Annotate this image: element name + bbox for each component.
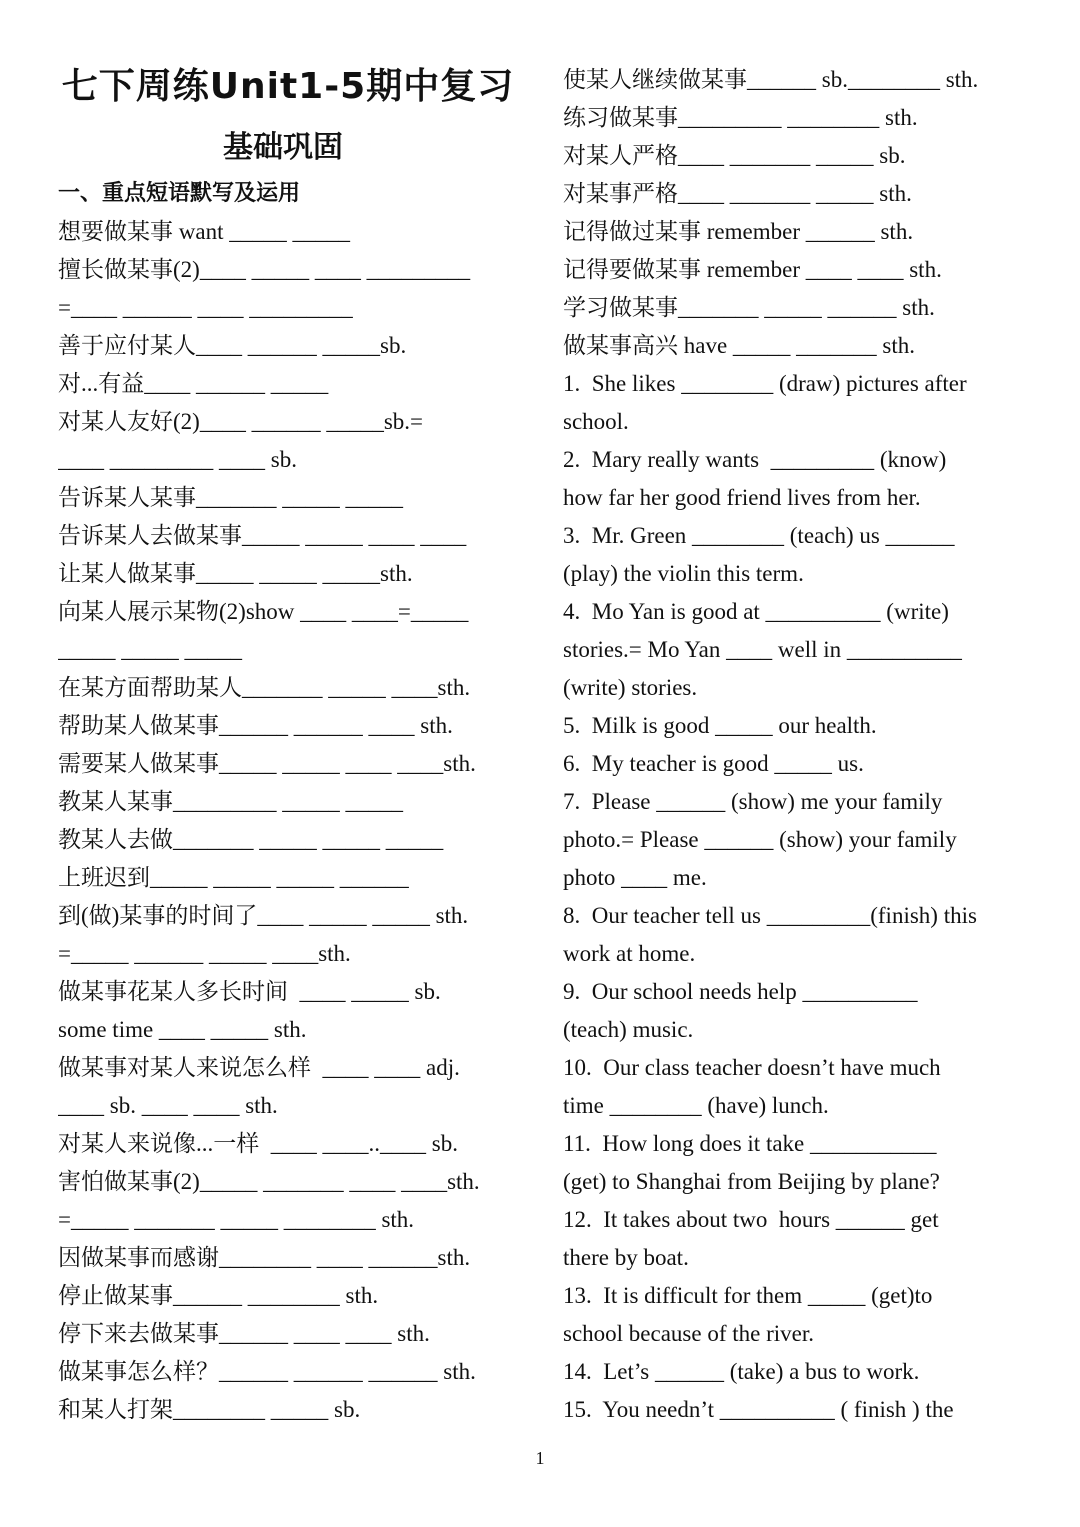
phrase-line: 上班迟到_____ _____ _____ ______ (58, 865, 409, 890)
exercise-line: (write) stories. (563, 675, 698, 700)
phrase-line: 停下来去做某事______ ____ ____ sth. (58, 1321, 430, 1346)
phrase-line: 做某事对某人来说怎么样 ____ ____ adj. (58, 1055, 460, 1080)
phrase-line: some time ____ _____ sth. (58, 1017, 307, 1042)
phrase-line: 擅长做某事(2)____ _____ ____ _________ (58, 257, 471, 282)
page-title: 七下周练Unit1-5期中复习 (61, 66, 515, 107)
phrase-line: 需要某人做某事_____ _____ ____ ____sth. (58, 751, 476, 776)
exercise-line: school because of the river. (563, 1321, 814, 1346)
exercise-line: (play) the violin this term. (563, 561, 804, 586)
phrase-line: =____ ______ ____ _________ (58, 295, 353, 320)
exercise-line: 4. Mo Yan is good at __________ (write) (563, 599, 949, 624)
exercise-line: school. (563, 409, 629, 434)
exercise-line: (get) to Shanghai from Beijing by plane? (563, 1169, 940, 1194)
phrase-line: 教某人去做_______ _____ _____ _____ (58, 827, 444, 852)
phrase-line: 做某事怎么样？______ ______ ______ sth. (58, 1359, 476, 1384)
exercise-line: time ________ (have) lunch. (563, 1093, 829, 1118)
exercise-line: 5. Milk is good _____ our health. (563, 713, 877, 738)
phrase-line: 在某方面帮助某人_______ _____ ____sth. (58, 675, 471, 700)
phrase-line: 向某人展示某物(2)show ____ ____=_____ (58, 599, 469, 624)
exercise-line: how far her good friend lives from her. (563, 485, 921, 510)
exercise-line: 3. Mr. Green ________ (teach) us ______ (563, 523, 955, 548)
phrase-line: 做某事高兴 have _____ _______ sth. (563, 333, 916, 358)
exercise-line: photo ____ me. (563, 865, 707, 890)
phrase-line: 练习做某事_________ ________ sth. (563, 105, 918, 130)
phrase-and-exercise-list-right (563, 61, 1033, 1429)
exercise-line: 14. Let’s ______ (take) a bus to work. (563, 1359, 920, 1384)
exercise-line: 10. Our class teacher doesn’t have much (563, 1055, 941, 1080)
phrase-line: 到(做)某事的时间了____ _____ _____ sth. (58, 903, 469, 928)
exercise-line: there by boat. (563, 1245, 689, 1270)
exercise-line: photo.= Please ______ (show) your family (563, 827, 957, 852)
phrase-line: 对某人来说像...一样 ____ ____..____ sb. (58, 1131, 458, 1156)
phrase-line: 记得要做某事 remember ____ ____ sth. (563, 257, 942, 282)
page-number: 1 (535, 1448, 545, 1468)
phrase-line: ____ sb. ____ ____ sth. (58, 1093, 278, 1118)
exercise-line: 15. You needn’t __________ ( finish ) the (563, 1397, 954, 1422)
phrase-line: 对某事严格____ _______ _____ sth. (563, 181, 912, 206)
phrase-line: 停止做某事______ ________ sth. (58, 1283, 379, 1308)
exercise-line: 6. My teacher is good _____ us. (563, 751, 864, 776)
exercise-line: stories.= Mo Yan ____ well in __________ (563, 637, 962, 662)
exercise-line: 9. Our school needs help __________ (563, 979, 918, 1004)
phrase-line: 想要做某事 want _____ _____ (58, 219, 350, 244)
phrase-line: 对...有益____ ______ _____ (58, 371, 329, 396)
exercise-line: 8. Our teacher tell us _________(finish) this (563, 903, 977, 928)
exercise-line: 1. She likes ________ (draw) pictures after (563, 371, 967, 396)
exercise-line: 7. Please ______ (show) me your family (563, 789, 943, 814)
phrase-line: 让某人做某事_____ _____ _____sth. (58, 561, 413, 586)
phrase-line: 善于应付某人____ ______ _____sb. (58, 333, 407, 358)
phrase-line: =_____ ______ _____ ____sth. (58, 941, 351, 966)
exercise-line: 12. It takes about two hours ______ get (563, 1207, 939, 1232)
phrase-list-left (58, 213, 528, 1429)
exercise-line: work at home. (563, 941, 696, 966)
phrase-line: 做某事花某人多长时间 ____ _____ sb. (58, 979, 441, 1004)
phrase-line: 害怕做某事(2)_____ _______ ____ ____sth. (58, 1169, 480, 1194)
phrase-line: 告诉某人去做某事_____ _____ ____ ____ (58, 523, 467, 548)
phrase-line: 记得做过某事 remember ______ sth. (563, 219, 914, 244)
phrase-line: 学习做某事_______ _____ ______ sth. (563, 295, 935, 320)
section-heading: 一、重点短语默写及运用 (58, 181, 301, 206)
phrase-line: 对某人友好(2)____ ______ _____sb.= (58, 409, 423, 434)
phrase-line: 和某人打架________ _____ sb. (58, 1397, 361, 1422)
phrase-line: ____ _________ ____ sb. (58, 447, 297, 472)
phrase-line: 对某人严格____ _______ _____ sb. (563, 143, 906, 168)
phrase-line: 告诉某人某事_______ _____ _____ (58, 485, 403, 510)
phrase-line: 教某人某事_________ _____ _____ (58, 789, 403, 814)
phrase-line: 使某人继续做某事______ sb.________ sth. (563, 67, 979, 92)
phrase-line: _____ _____ _____ (58, 637, 242, 662)
phrase-line: =_____ _______ _____ ________ sth. (58, 1207, 415, 1232)
exercise-line: 11. How long does it take ___________ (563, 1131, 937, 1156)
phrase-line: 因做某事而感谢________ ____ ______sth. (58, 1245, 471, 1270)
phrase-line: 帮助某人做某事______ ______ ____ sth. (58, 713, 453, 738)
page-subtitle: 基础巩固 (223, 130, 343, 165)
exercise-line: 2. Mary really wants _________ (know) (563, 447, 947, 472)
exercise-line: 13. It is difficult for them _____ (get)to (563, 1283, 933, 1308)
exercise-line: (teach) music. (563, 1017, 694, 1042)
